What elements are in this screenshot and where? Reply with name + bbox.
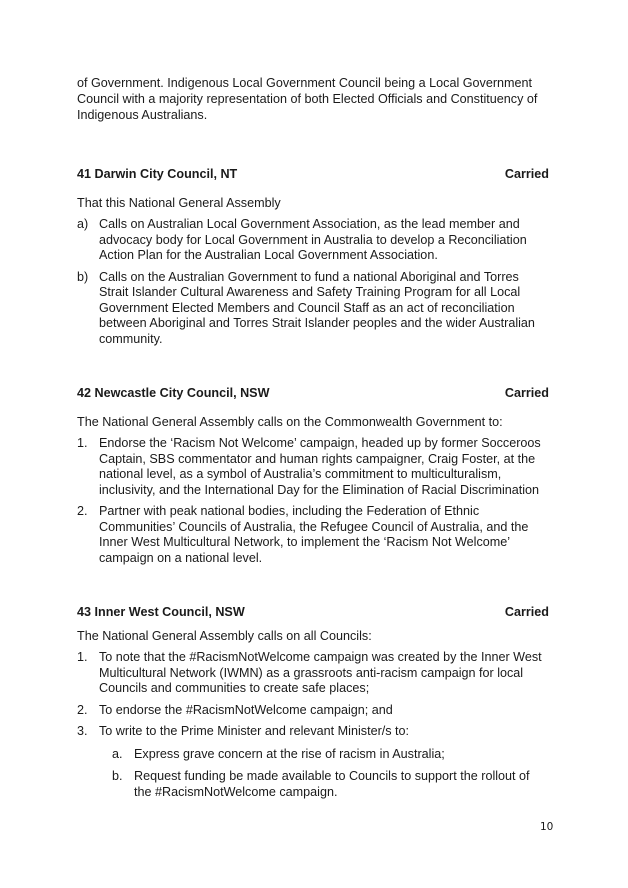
list-item — [77, 703, 549, 719]
list-marker: 1. — [77, 436, 88, 450]
sub-list-item — [112, 747, 549, 763]
list-item — [77, 504, 549, 566]
motion-heading: 43 Inner West Council, NSW — [77, 605, 245, 619]
motion-43 — [77, 604, 549, 800]
motion-42 — [77, 385, 549, 566]
intro-paragraph: of Government. Indigenous Local Government Council being a Local Government Council with a majority representation of both Elected Officials and Constituency of Indigenous Australians. — [77, 76, 538, 122]
motion-header — [77, 604, 549, 620]
list-marker: 2. — [77, 504, 88, 518]
list-marker: 2. — [77, 702, 88, 717]
sub-list-item — [112, 769, 549, 800]
motion-41 — [77, 166, 549, 347]
list-item — [77, 270, 549, 348]
motion-lead: The National General Assembly calls on all Councils: — [77, 629, 372, 643]
list-item — [77, 217, 549, 264]
page-number: 10 — [540, 821, 554, 833]
list-item-text: Calls on Australian Local Government Association, as the lead member and advocacy body for Local Government in Australia to develop a Reconciliation Action Plan for the Australian Local Government Association. — [99, 217, 527, 262]
sub-list-item-text: Express grave concern at the rise of racism in Australia; — [134, 746, 445, 761]
motion-status: Carried — [504, 605, 549, 619]
list-item-text: Calls on the Australian Government to fund a national Aboriginal and Torres Strait Islander Cultural Awareness and Safety Training Program for all Local Government Elected Members and Council Staff as an act of reconciliation between Aboriginal and Torres Strait Islander peoples and the wider Australian community. — [99, 269, 535, 346]
list-item-text: Partner with peak national bodies, including the Federation of Ethnic Communities’ Councils of Australia, the Refugee Council of Australia, and the Inner West Multicultural Network, to implement the ‘Racism Not Welcome’ campaign on a national level. — [99, 504, 529, 565]
motion-heading: 41 Darwin City Council, NT — [77, 167, 238, 181]
motion-status: Carried — [504, 386, 549, 400]
motion-items — [77, 650, 549, 800]
list-item — [77, 724, 549, 800]
motion-items — [77, 436, 549, 566]
sub-list-marker: a. — [112, 746, 123, 761]
motion-heading: 42 Newcastle City Council, NSW — [77, 386, 270, 400]
list-item-text: To endorse the #RacismNotWelcome campaign; and — [99, 702, 393, 717]
motion-items — [77, 217, 549, 347]
list-marker: b) — [77, 269, 89, 284]
list-item-text: To write to the Prime Minister and relevant Minister/s to: — [99, 724, 410, 738]
list-item — [77, 650, 549, 697]
sub-list-item-text: Request funding be made available to Councils to support the rollout of the #RacismNotWelcome campaign. — [134, 769, 530, 799]
motion-lead: The National General Assembly calls on the Commonwealth Government to: — [77, 415, 503, 429]
motion-header — [77, 385, 549, 401]
list-item-text: To note that the #RacismNotWelcome campaign was created by the Inner West Multicultural Network (IWMN) as a grassroots anti-racism campaign for local Councils and communities to create safe places; — [99, 650, 542, 695]
motion-status: Carried — [504, 167, 549, 181]
sub-list-marker: b. — [112, 769, 123, 783]
list-item-text: Endorse the ‘Racism Not Welcome’ campaign, headed up by former Socceroos Captain, SBS commentator and human rights campaigner, Craig Foster, at the national level, as a symbol of Australia’s commitment to multiculturalism, inclusivity, and the International Day for the Elimination of Racial Discrimination — [99, 436, 541, 497]
motion-header — [77, 166, 549, 182]
list-marker: 3. — [77, 724, 88, 738]
list-marker: a) — [77, 217, 89, 231]
sub-list — [112, 747, 549, 801]
list-item — [77, 436, 549, 498]
list-marker: 1. — [77, 650, 88, 664]
motion-lead: That this National General Assembly — [77, 196, 281, 210]
